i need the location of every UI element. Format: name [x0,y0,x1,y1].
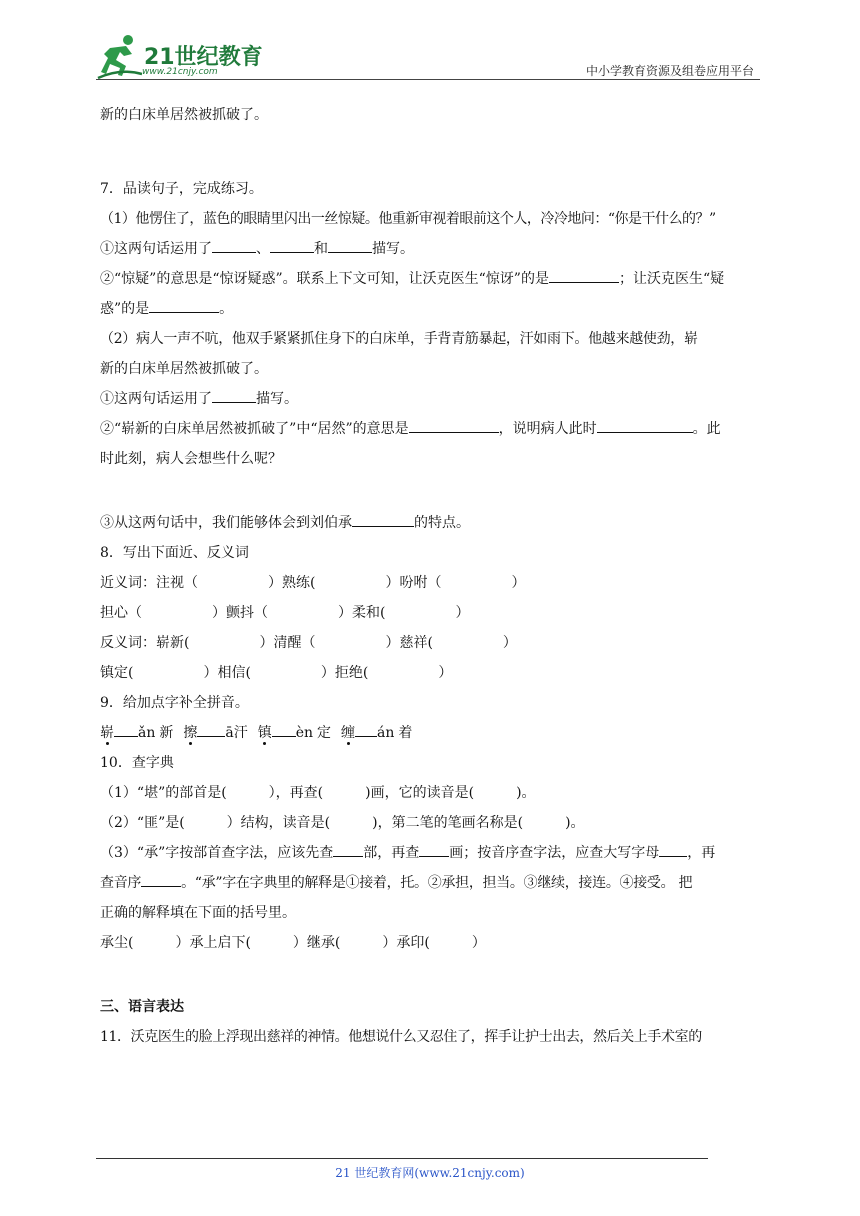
logo-url: www.21cnjy.com [142,67,218,77]
blank[interactable] [149,295,219,313]
question-10: 10．查字典 [100,755,174,771]
page-header [96,34,760,80]
section-3-heading: 三、语言表达 [100,999,184,1015]
blank[interactable] [141,869,181,887]
text-line: 新的白床单居然被抓破了。 [100,107,268,123]
q8-synonyms-2: 担心（ ）颤抖（ ）柔和( ） [100,605,470,621]
question-11: 11．沃克医生的脸上浮现出慈祥的神情。他想说什么又忍住了，挥手让护士出去，然后关上手术室的 [100,1029,702,1045]
blank[interactable] [333,839,363,857]
q7-2-d: 时此刻，病人会想些什么呢？ [100,451,282,467]
q8-synonyms-1: 近义词：注视（ ）熟练( ）吩咐（ ） [100,575,526,591]
question-9: 9．给加点字补全拼音。 [100,695,249,711]
header-platform-text: 中小学教育资源及组卷应用平台 [585,64,754,78]
q8-antonyms-1: 反义词：崭新( ）清醒（ ）慈祥( ） [100,635,517,651]
q7-1-b2: 惑”的是 。 [100,294,760,324]
q7-part-2: （2）病人一声不吭，他双手紧紧抓住身下的白床单，手背青筋暴起，汗如雨下。他越来越使劲，崭 [100,331,698,347]
q7-1-b: ②“惊疑”的意思是“惊讶疑惑”。联系上下文可知，让沃克医生“惊讶”的是 ；让沃克医生“疑 [100,264,760,294]
q7-2-a: ①这两句话运用了 描写。 [100,384,760,414]
q10-3-instruction: 正确的解释填在下面的括号里。 [100,905,296,921]
q10-3: （3）“承”字按部首查字法，应该先查 部，再查 画；按音序查字法，应查大写字母 ，再 [100,838,760,868]
blank[interactable] [328,235,372,253]
blank[interactable] [212,385,256,403]
blank[interactable] [212,235,256,253]
blank[interactable] [419,839,449,857]
blank[interactable] [197,719,225,737]
logo [96,34,296,80]
q7-3: ③从这两句话中，我们能够体会到刘伯承 的特点。 [100,508,760,538]
footer-link[interactable]: 21 世纪教育网(www.21cnjy.com) [335,1166,525,1180]
q7-part-2-cont: 新的白床单居然被抓破了。 [100,361,268,377]
q10-2: （2）“匪”是( ）结构，读音是( )，第二笔的笔画名称是( )。 [100,815,585,831]
q7-2-c: ②“崭新的白床单居然被抓破了”中“居然”的意思是 ，说明病人此时 。此 [100,414,760,444]
q10-1: （1）“堪”的部首是( ），再查( )画，它的读音是( )。 [100,785,536,801]
runner-logo-icon [96,34,144,80]
blank[interactable] [352,509,414,527]
q7-1-a: ①这两句话运用了 、 和 描写。 [100,234,760,264]
q10-3-answers: 承尘( ）承上启下( ）继承( ）承印( ） [100,935,486,951]
q7-part-1: （1）他愣住了，蓝色的眼睛里闪出一丝惊疑。他重新审视着眼前这个人，冷冷地问：“你是干什么的？” [100,211,716,227]
question-8: 8．写出下面近、反义词 [100,545,249,561]
blank[interactable] [597,415,693,433]
document-body [100,100,760,1052]
blank[interactable] [355,719,377,737]
blank[interactable] [270,235,314,253]
logo-text: 21世纪教育 [144,45,263,70]
blank[interactable] [549,265,619,283]
footer-divider [96,1158,708,1159]
q10-3-cont: 查音序 。“承”字在字典里的解释是①接着，托。②承担，担当。③继续，接连。④接受。 把 [100,868,760,898]
blank[interactable] [272,719,296,737]
q9-pinyin-row: 崭 ǎn 新 擦 ā汗 镇 èn 定 缠 án 着 [100,718,760,748]
blank[interactable] [659,839,687,857]
question-7: 7．品读句子，完成练习。 [100,181,263,197]
blank[interactable] [114,719,138,737]
q8-antonyms-2: 镇定( ）相信( ）拒绝( ） [100,665,453,681]
blank[interactable] [409,415,499,433]
header-divider [96,79,760,80]
